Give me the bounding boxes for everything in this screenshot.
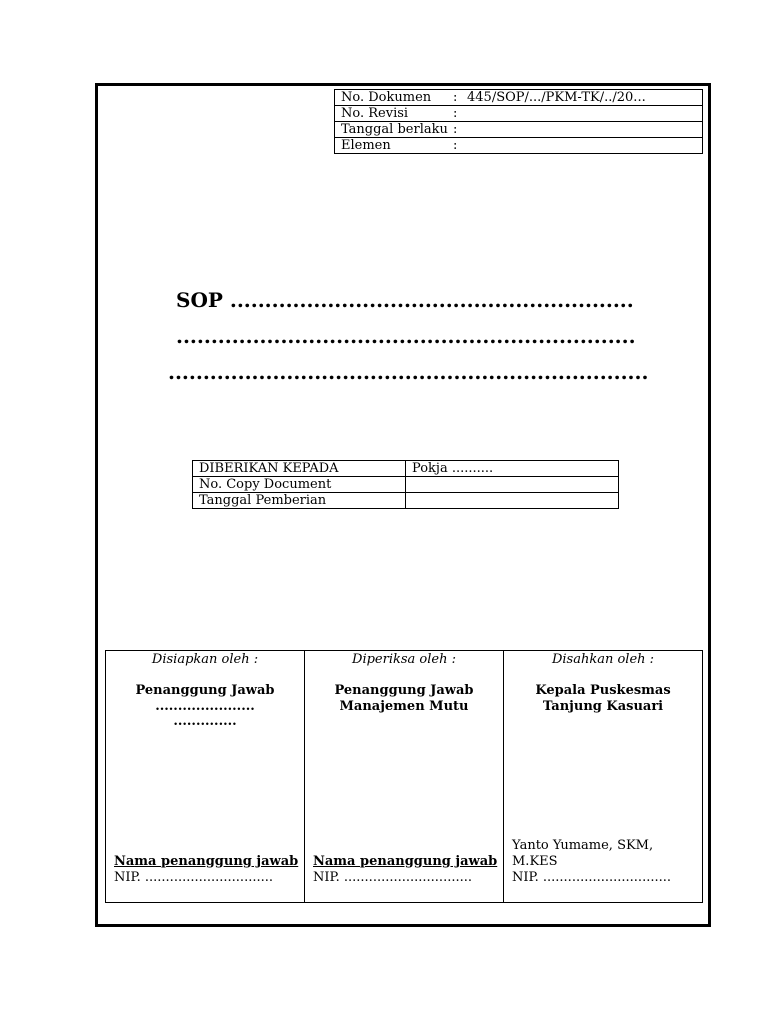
distribution-label: No. Copy Document: [193, 477, 406, 493]
info-label: No. Dokumen: [341, 90, 432, 105]
info-colon: :: [453, 138, 458, 153]
distribution-value: [406, 493, 619, 509]
info-colon: :: [453, 122, 458, 137]
signature-approved: [504, 651, 703, 903]
info-colon: :: [453, 90, 458, 105]
checked-role-line-1: Penanggung Jawab: [334, 683, 474, 698]
sop-title-line-1: SOP ..........................................................: [176, 288, 634, 312]
distribution-table: [192, 460, 619, 509]
sop-title-line-3: .....................................................................: [168, 360, 649, 384]
approved-signer-name: Yanto Yumame, SKM, M.KES: [512, 838, 654, 869]
checked-role-line-2: Manajemen Mutu: [339, 699, 469, 714]
prepared-role-dots-1: ......................: [155, 699, 255, 714]
info-row-elemen: [335, 138, 703, 154]
info-colon: :: [453, 106, 458, 121]
checked-signer-name: Nama penanggung jawab: [313, 854, 498, 869]
checked-nip: NIP. ...............................: [313, 870, 472, 885]
info-row-revisi: [335, 106, 703, 122]
approved-role-line-2: Tanjung Kasuari: [542, 699, 664, 714]
approved-by-label: Disahkan oleh :: [551, 652, 655, 667]
sop-title-line-2: ..................................................................: [176, 324, 636, 348]
info-row-tanggal-berlaku: [335, 122, 703, 138]
distribution-label: Tanggal Pemberian: [193, 493, 406, 509]
approved-role-line-1: Kepala Puskesmas: [535, 683, 671, 698]
prepared-role: Penanggung Jawab: [135, 683, 275, 698]
info-label: No. Revisi: [341, 106, 409, 121]
info-value: 445/SOP/.../PKM-TK/../20...: [467, 90, 646, 105]
info-label: Tanggal berlaku: [341, 122, 448, 137]
distribution-value: Pokja ..........: [406, 461, 619, 477]
info-label: Elemen: [341, 138, 391, 153]
signature-table: [105, 650, 703, 903]
distribution-label: DIBERIKAN KEPADA: [193, 461, 406, 477]
prepared-signer-name: Nama penanggung jawab: [114, 854, 299, 869]
distribution-row: [193, 461, 619, 477]
signature-checked: [305, 651, 504, 903]
prepared-nip: NIP. ...............................: [114, 870, 273, 885]
distribution-row: [193, 477, 619, 493]
distribution-value: [406, 477, 619, 493]
document-info-table: [334, 89, 703, 154]
checked-by-label: Diperiksa oleh :: [352, 652, 456, 667]
signature-prepared: [106, 651, 305, 903]
distribution-row: [193, 493, 619, 509]
prepared-role-dots-2: ..............: [173, 714, 237, 729]
info-row-dokumen: [335, 90, 703, 106]
approved-nip: NIP. ...............................: [512, 870, 671, 885]
prepared-by-label: Disiapkan oleh :: [151, 652, 259, 667]
